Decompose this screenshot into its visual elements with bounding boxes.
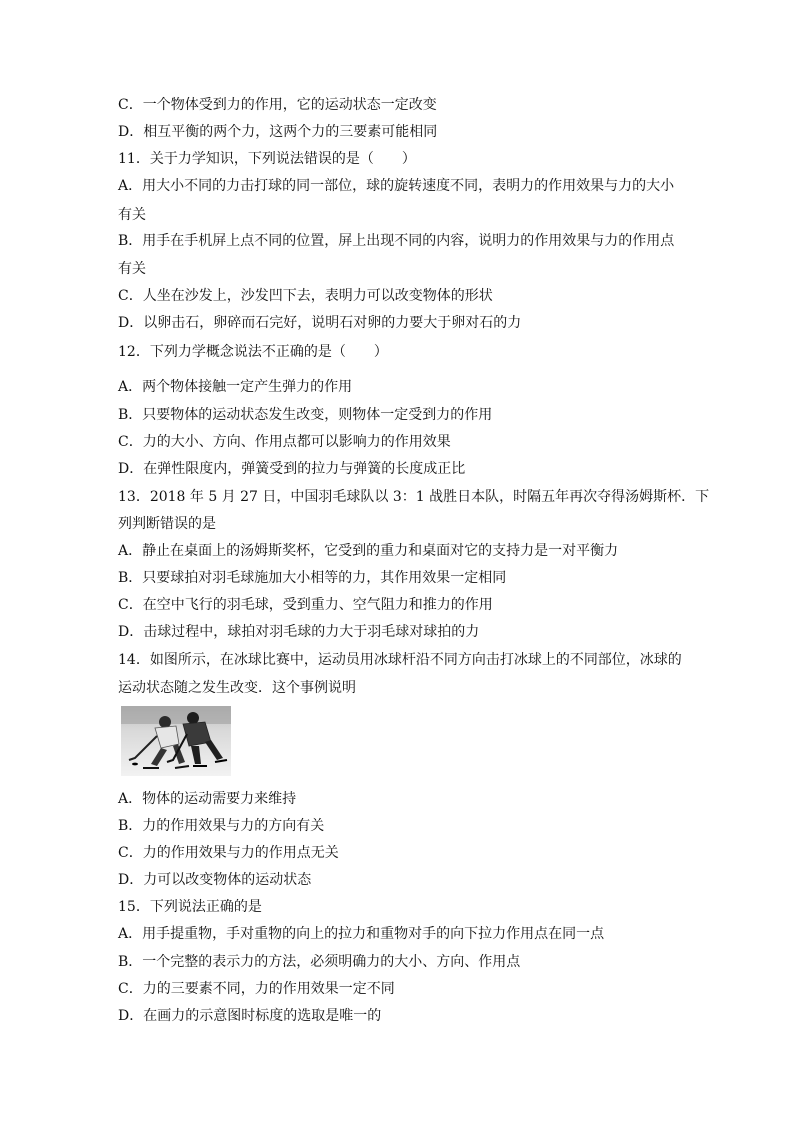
question-13-stem-line2: 列判断错误的是 [118, 516, 216, 532]
q13-option-d: D．击球过程中，球拍对羽毛球的力大于羽毛球对球拍的力 [118, 624, 480, 640]
prev-option-c: C．一个物体受到力的作用，它的运动状态一定改变 [118, 97, 437, 113]
q11-option-c: C．人坐在沙发上，沙发凹下去，表明力可以改变物体的形状 [118, 288, 493, 304]
q14-option-c: C．力的作用效果与力的作用点无关 [118, 845, 339, 861]
q15-option-d: D．在画力的示意图时标度的选取是唯一的 [118, 1008, 382, 1024]
q14-option-d: D．力可以改变物体的运动状态 [118, 872, 312, 888]
q11-option-b-line2: 有关 [118, 261, 146, 277]
q12-option-c: C．力的大小、方向、作用点都可以影响力的作用效果 [118, 434, 451, 450]
q14-option-b: B．力的作用效果与力的方向有关 [118, 818, 325, 834]
question-13-stem-line1: 13．2018 年 5 月 27 日，中国羽毛球队以 3：1 战胜日本队，时隔五年再次夺得汤姆斯杯．下 [118, 489, 710, 505]
q14-option-a: A．物体的运动需要力来维持 [118, 791, 297, 807]
q12-option-d: D．在弹性限度内，弹簧受到的拉力与弹簧的长度成正比 [118, 461, 466, 477]
q15-option-b: B．一个完整的表示力的方法，必须明确力的大小、方向、作用点 [118, 954, 521, 970]
question-14-stem-line1: 14．如图所示，在冰球比赛中，运动员用冰球杆沿不同方向击打冰球上的不同部位，冰球的 [118, 652, 682, 668]
prev-option-d: D．相互平衡的两个力，这两个力的三要素可能相同 [118, 124, 438, 140]
q11-option-d: D．以卵击石，卵碎而石完好，说明石对卵的力要大于卵对石的力 [118, 315, 522, 331]
question-11-stem: 11．关于力学知识，下列说法错误的是（ ） [118, 151, 416, 167]
ice-hockey-photo [121, 706, 231, 776]
q15-option-c: C．力的三要素不同，力的作用效果一定不同 [118, 981, 395, 997]
q11-option-a-line1: A．用大小不同的力击打球的同一部位，球的旋转速度不同，表明力的作用效果与力的大小 [118, 178, 675, 194]
q13-option-c: C．在空中飞行的羽毛球，受到重力、空气阻力和推力的作用 [118, 597, 493, 613]
q12-option-b: B．只要物体的运动状态发生改变，则物体一定受到力的作用 [118, 407, 493, 423]
question-12-stem: 12．下列力学概念说法不正确的是（ ） [118, 344, 388, 360]
question-14-stem-line2: 运动状态随之发生改变．这个事例说明 [118, 680, 356, 696]
question-15-stem: 15．下列说法正确的是 [118, 899, 262, 915]
q11-option-a-line2: 有关 [118, 207, 146, 223]
q12-option-a: A．两个物体接触一定产生弹力的作用 [118, 379, 353, 395]
q11-option-b-line1: B．用手在手机屏上点不同的位置，屏上出现不同的内容，说明力的作用效果与力的作用点 [118, 233, 675, 249]
q13-option-a: A．静止在桌面上的汤姆斯奖杯，它受到的重力和桌面对它的支持力是一对平衡力 [118, 543, 619, 559]
q13-option-b: B．只要球拍对羽毛球施加大小相等的力，其作用效果一定相同 [118, 570, 507, 586]
q15-option-a: A．用手提重物，手对重物的向上的拉力和重物对手的向下拉力作用点在同一点 [118, 926, 605, 942]
